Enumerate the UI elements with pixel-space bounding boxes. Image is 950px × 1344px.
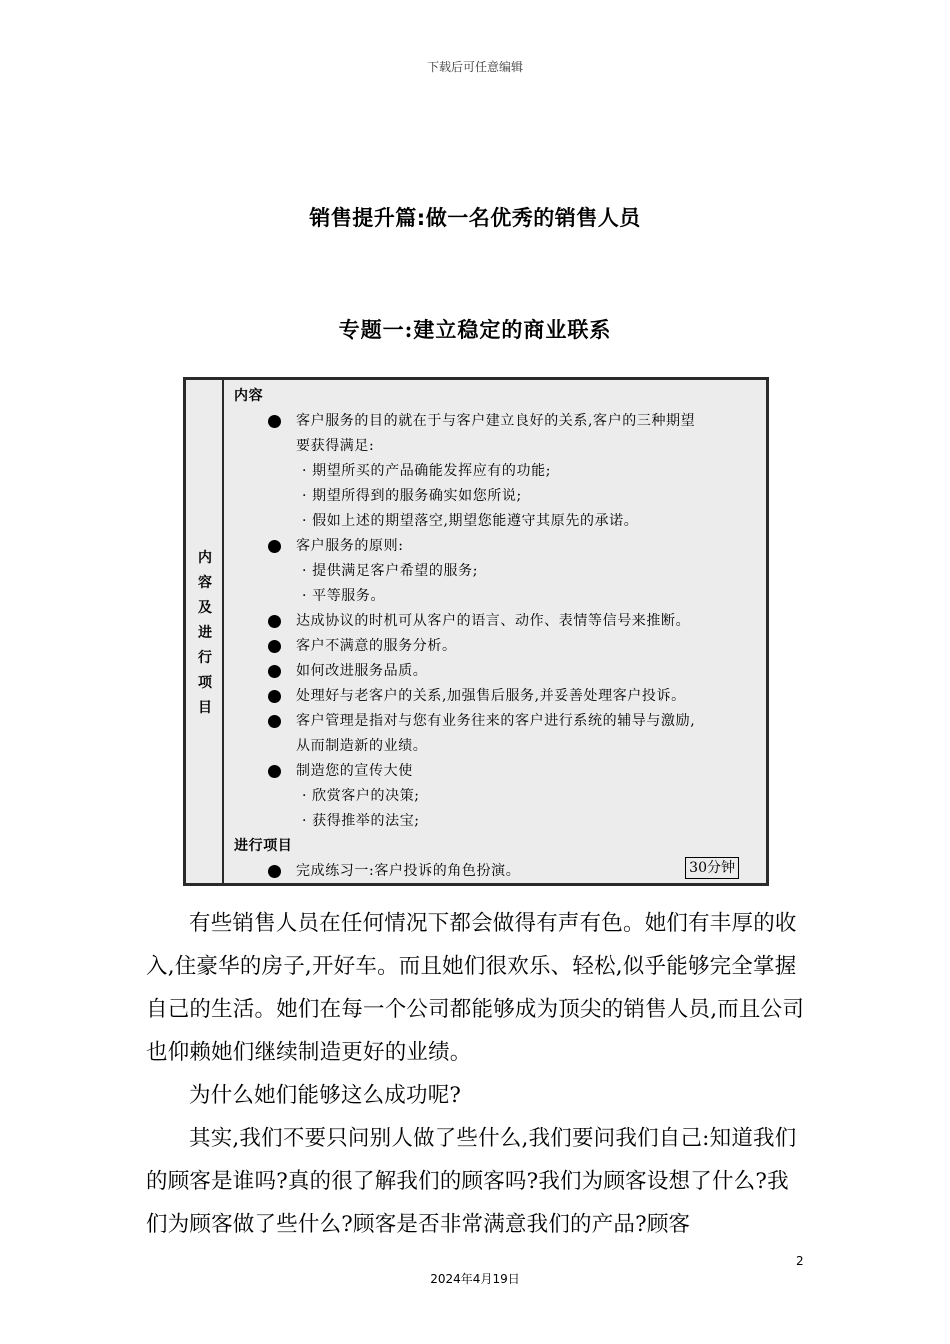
- side-label-char: 行: [198, 650, 212, 666]
- bullet-dot-icon: [268, 415, 281, 428]
- bullet-dot-icon: [268, 690, 281, 703]
- time-badge: 30分钟: [685, 857, 739, 879]
- body-text: [146, 902, 808, 1246]
- content-heading: 内容: [234, 388, 264, 404]
- bullet-item: [234, 534, 758, 559]
- bullet-dot-icon: [268, 765, 281, 778]
- bullet-item: [234, 609, 758, 634]
- side-label-char: 项: [198, 675, 212, 691]
- sub-item: · 假如上述的期望落空,期望您能遵守其原先的承诺。: [302, 513, 639, 529]
- bullet-item: [234, 709, 758, 759]
- bullet-dot-icon: [268, 715, 281, 728]
- bullet-item: [234, 759, 758, 784]
- bullet-text: 从而制造新的业绩。: [296, 738, 428, 754]
- bullet-text: 客户管理是指对与您有业务往来的客户进行系统的辅导与激励,: [296, 713, 696, 729]
- bullet-text: 客户不满意的服务分析。: [296, 638, 457, 654]
- bullet-dot-icon: [268, 615, 281, 628]
- side-label: [186, 546, 224, 721]
- content-box: [183, 377, 769, 886]
- side-label-char: 及: [198, 600, 212, 616]
- project-item: [234, 859, 758, 884]
- bullet-text: 制造您的宣传大使: [296, 763, 413, 779]
- side-label-char: 内: [198, 550, 212, 566]
- bullet-item: [234, 634, 758, 659]
- box-content: [234, 384, 758, 884]
- sub-item: · 期望所得到的服务确实如您所说;: [302, 488, 522, 504]
- project-heading: 进行项目: [234, 838, 293, 854]
- bullet-text: 达成协议的时机可从客户的语言、动作、表情等信号来推断。: [296, 613, 691, 629]
- bullet-item: [234, 659, 758, 684]
- sub-item: · 平等服务。: [302, 588, 386, 604]
- bullet-dot-icon: [268, 865, 281, 878]
- bullet-item: [234, 684, 758, 709]
- bullet-dot-icon: [268, 540, 281, 553]
- page-number: 2: [796, 1254, 804, 1268]
- sub-item: · 提供满足客户希望的服务;: [302, 563, 479, 579]
- footer-date: 2024年4月19日: [430, 1272, 520, 1286]
- bullet-text: 如何改进服务品质。: [296, 663, 428, 679]
- topic-title: 专题一:建立稳定的商业联系: [338, 317, 612, 342]
- bullet-dot-icon: [268, 640, 281, 653]
- side-label-char: 容: [198, 575, 212, 591]
- header-note: 下载后可任意编辑: [426, 60, 523, 74]
- bullet-text: 要获得满足:: [296, 438, 375, 454]
- paragraph: 其实,我们不要只问别人做了些什么,我们要问我们自己:知道我们的顾客是谁吗?真的很了解我们的顾客吗?我们为顾客设想了什么?我们为顾客做了些什么?顾客是否非常满意我们的产品?顾客: [146, 1126, 797, 1237]
- bullet-dot-icon: [268, 665, 281, 678]
- bullet-text: 处理好与老客户的关系,加强售后服务,并妥善处理客户投诉。: [296, 688, 686, 704]
- side-column: [186, 380, 224, 883]
- paragraph: 为什么她们能够这么成功呢?: [189, 1083, 462, 1108]
- bullet-text: 客户服务的目的就在于与客户建立良好的关系,客户的三种期望: [296, 413, 696, 429]
- sub-item: · 欣赏客户的决策;: [302, 788, 420, 804]
- bullet-item: [234, 409, 758, 459]
- paragraph: 有些销售人员在任何情况下都会做得有声有色。她们有丰厚的收入,住豪华的房子,开好车。而且她们很欢乐、轻松,似乎能够完全掌握自己的生活。她们在每一个公司都能够成为顶尖的销售人员,而且公司也仰赖她们继续制造更好的业绩。: [146, 911, 805, 1065]
- side-label-char: 进: [198, 625, 212, 641]
- document-title: 销售提升篇:做一名优秀的销售人员: [309, 206, 641, 230]
- sub-item: · 获得推举的法宝;: [302, 813, 420, 829]
- project-text: 完成练习一:客户投诉的角色扮演。: [296, 863, 521, 879]
- bullet-text: 客户服务的原则:: [296, 538, 404, 554]
- sub-item: · 期望所买的产品确能发挥应有的功能;: [302, 463, 552, 479]
- side-label-char: 目: [198, 700, 212, 716]
